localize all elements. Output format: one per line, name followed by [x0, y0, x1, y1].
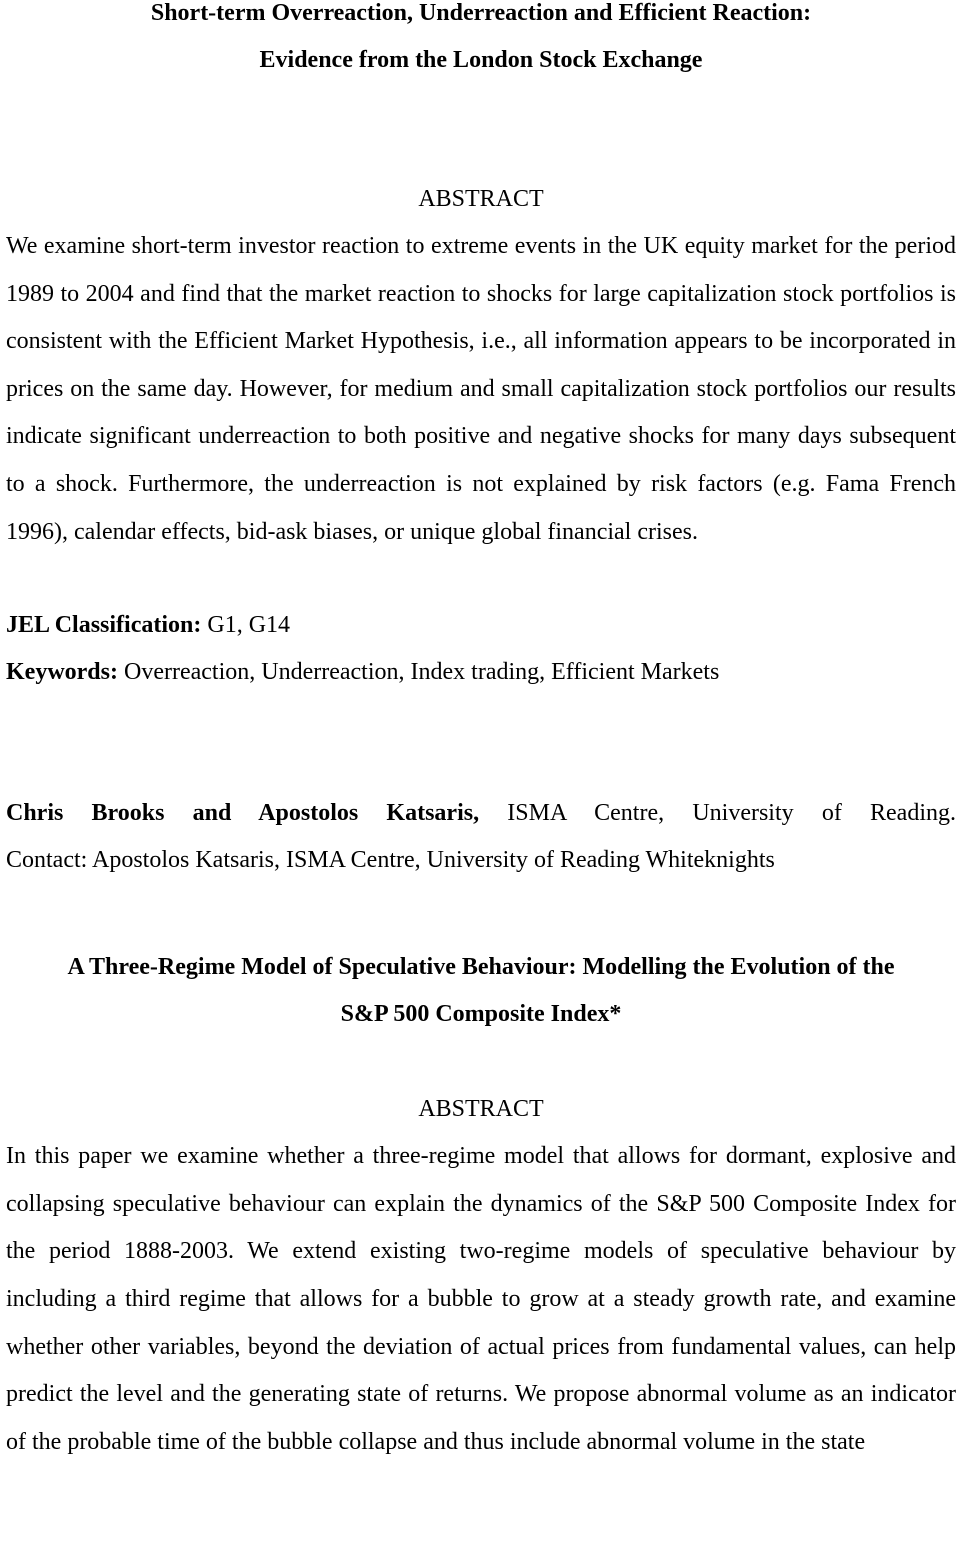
jel-value: G1, G14 — [201, 612, 291, 639]
keywords-label: Keywords: — [6, 659, 118, 686]
paper2-abstract-text: In this paper we examine whether a three-regime model that allows for dormant, explosive and collapsing speculative behaviour can explain the dynamics of the S&P 500 Composite Index for the period 1888-2003. We extend existing two-regime models of speculative behaviour by including a third regime that allows for a bubble to grow at a steady growth rate, and examine whether other variables, beyond the deviation of actual prices from fundamental values, can help predict the level and the generating state of returns. We propose abnormal volume as an indicator of the probable time of the bubble collapse and thus include abnormal volume in the state — [6, 1143, 956, 1455]
authors-affiliation: ISMA Centre, University of Reading. — [479, 800, 956, 827]
paper1-abstract-text: We examine short-term investor reaction to extreme events in the UK equity market for the period 1989 to 2004 and find that the market reaction to shocks for large capitalization stock portfolios is consistent with the Efficient Market Hypothesis, i.e., all information appears to be incorporated in prices on the same day. However, for medium and small capitalization stock portfolios our results indicate significant underreaction to both positive and negative shocks for many days subsequent to a shock. Furthermore, the underreaction is not explained by risk factors (e.g. Fama French 1996), calendar effects, bid-ask biases, or unique global financial crises. — [6, 233, 956, 545]
keywords-value: Overreaction, Underreaction, Index trading, Efficient Markets — [117, 659, 720, 686]
paper1-title-line2: Evidence from the London Stock Exchange — [259, 47, 703, 73]
jel-classification — [6, 602, 956, 649]
paper2-title-line2: S&P 500 Composite Index* — [340, 1001, 622, 1028]
paper1-abstract-heading: ABSTRACT — [418, 186, 544, 212]
paper1-title-line1: Short-term Overreaction, Underreaction and Efficient Reaction: — [150, 0, 812, 26]
authors-line — [6, 790, 956, 837]
jel-label: JEL Classification: — [6, 612, 202, 639]
paper2-title-line1: A Three-Regime Model of Speculative Behaviour: Modelling the Evolution of the — [67, 954, 895, 981]
paper2-abstract-heading: ABSTRACT — [418, 1096, 544, 1123]
keywords — [6, 649, 956, 696]
contact-line: Contact: Apostolos Katsaris, ISMA Centre, University of Reading Whiteknights — [6, 847, 775, 874]
authors-names: Chris Brooks and Apostolos Katsaris, — [6, 800, 480, 827]
document-page — [6, 0, 956, 1466]
